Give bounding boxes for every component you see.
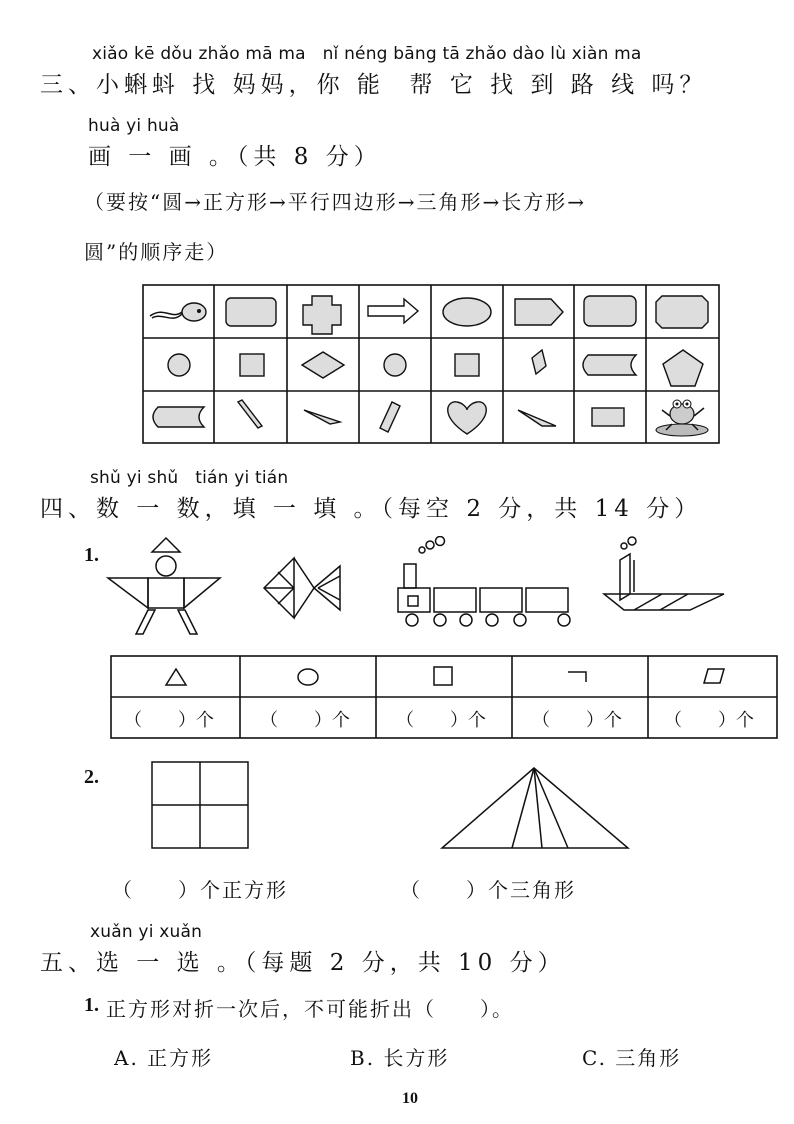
circle-icon xyxy=(384,354,406,376)
q2-number: 2. xyxy=(84,766,99,788)
option-c[interactable]: C. 三角形 xyxy=(582,1046,682,1070)
tadpole-icon xyxy=(150,303,206,321)
triangle-icon xyxy=(166,669,186,685)
parallelogram-icon xyxy=(704,669,724,683)
q2-answer-triangles[interactable]: （ ）个三角形 xyxy=(400,878,576,902)
option-a[interactable]: A. 正方形 xyxy=(114,1046,214,1070)
rounded-rect-icon xyxy=(584,296,636,326)
octagon-rect-icon xyxy=(656,296,708,328)
q1-figures xyxy=(104,536,744,640)
section5-title: 五、选 一 选 。（每题 2 分，共 10 分） xyxy=(40,950,566,976)
heart-icon xyxy=(448,402,487,434)
section3-instruction-line2: 圆”的顺序走） xyxy=(84,240,229,264)
slanted-strip-icon xyxy=(238,400,262,428)
shape-maze-grid xyxy=(142,284,722,446)
section3-title: 三、小蝌蚪 找 妈妈，你 能 帮 它 找 到 路 线 吗？ xyxy=(40,72,708,98)
page-number: 10 xyxy=(402,1090,418,1107)
count-cell-4[interactable]: （ ）个 xyxy=(532,710,622,731)
count-cell-1[interactable]: （ ）个 xyxy=(124,710,214,731)
count-cell-3[interactable]: （ ）个 xyxy=(396,710,486,731)
count-cell-2[interactable]: （ ）个 xyxy=(260,710,350,731)
tilted-rect-icon xyxy=(380,402,400,432)
square-icon xyxy=(434,667,452,685)
frog-icon xyxy=(656,400,708,436)
section3-pinyin: xiǎo kē dǒu zhǎo mā ma nǐ néng bāng tā zhǎo dào lù xiàn ma xyxy=(92,44,642,64)
triangle-icon xyxy=(304,410,340,424)
boat-figure xyxy=(604,537,724,610)
robot-figure xyxy=(108,538,220,634)
train-figure xyxy=(398,537,570,627)
section4-title: 四、数 一 数，填 一 填 。（每空 2 分，共 14 分） xyxy=(40,496,703,522)
pentagon-arrow-icon xyxy=(515,299,563,325)
section5-pinyin: xuǎn yi xuǎn xyxy=(90,922,203,942)
rhombus-icon xyxy=(302,352,344,378)
square-grid-figure xyxy=(150,760,250,850)
cross-icon xyxy=(303,296,341,334)
triangle-fan-figure xyxy=(440,766,630,852)
square-icon xyxy=(240,354,264,376)
fish-figure xyxy=(264,558,340,618)
section5-q1-number: 1. xyxy=(84,994,99,1016)
half-rounded-rect-icon xyxy=(583,355,636,375)
circle-icon xyxy=(168,354,190,376)
q2-answer-squares[interactable]: （ ）个正方形 xyxy=(112,878,288,902)
ellipse-icon xyxy=(443,298,491,326)
rectangle-icon xyxy=(592,408,624,426)
section3-pinyin2: huà yi huà xyxy=(88,116,180,136)
rounded-rect-icon xyxy=(226,298,276,326)
count-cell-5[interactable]: （ ）个 xyxy=(664,710,754,731)
triangle-icon xyxy=(518,410,556,426)
q1-number: 1. xyxy=(84,544,99,566)
arrow-icon xyxy=(368,299,418,323)
section3-instruction-line1: （要按“圆→正方形→平行四边形→三角形→长方形→ xyxy=(84,190,587,214)
section3-title2: 画 一 画 。（共 8 分） xyxy=(88,144,382,170)
pentagon-icon xyxy=(663,350,703,386)
square-icon xyxy=(455,354,479,376)
section5-q1-text: 正方形对折一次后，不可能折出（ ）。 xyxy=(106,997,514,1021)
option-b[interactable]: B. 长方形 xyxy=(350,1046,450,1070)
half-rounded-rect-icon xyxy=(153,407,204,427)
circle-icon xyxy=(298,669,318,685)
parallelogram-icon xyxy=(532,350,546,374)
section4-pinyin: shǔ yi shǔ tián yi tián xyxy=(90,468,289,488)
rectangle-icon xyxy=(568,672,586,682)
